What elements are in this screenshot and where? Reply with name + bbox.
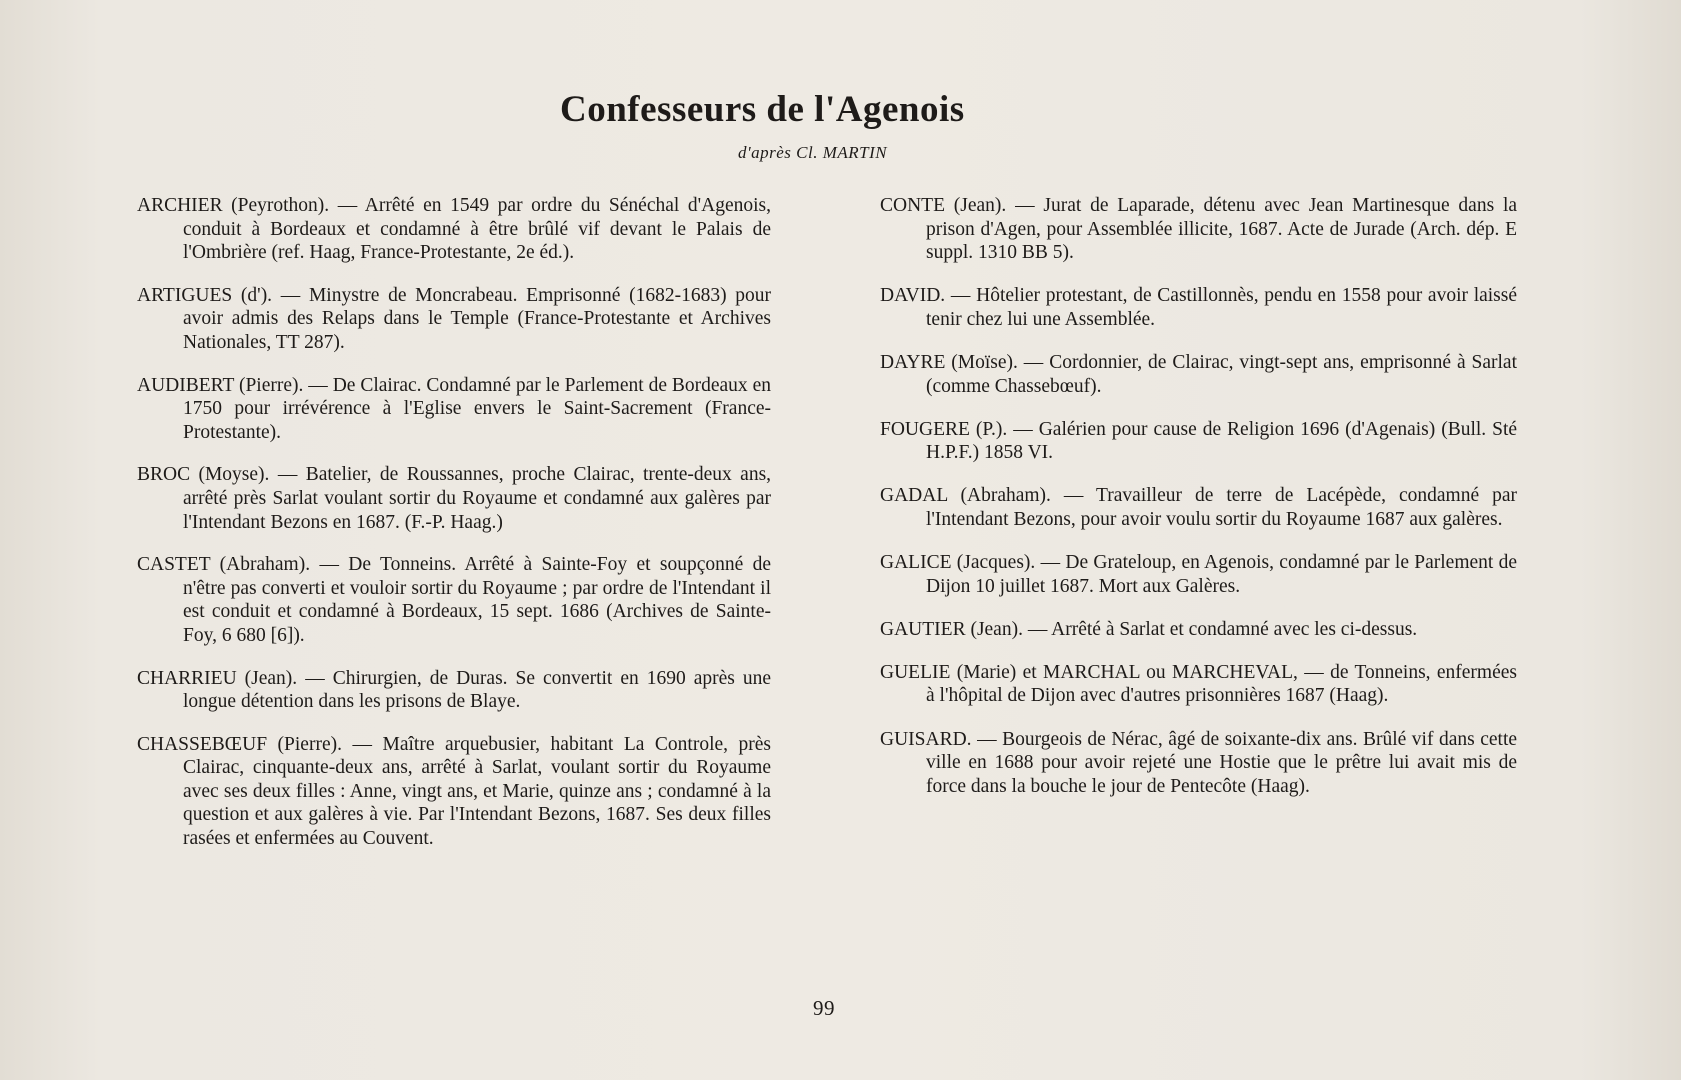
- entry-name: CASTET (Abraham).: [137, 554, 311, 576]
- entry: [880, 284, 1517, 331]
- entry-dash: —: [277, 464, 298, 486]
- entry-name: ARCHIER (Peyrothon).: [137, 195, 330, 216]
- entry-name: BROC (Moyse).: [137, 464, 270, 486]
- entry-name: GUELIE (Marie) et MARCHAL ou MARCHEVAL,: [880, 661, 1298, 683]
- entry: [880, 194, 1517, 265]
- entry-name: DAVID.: [880, 285, 946, 307]
- entry-text: Batelier, de Roussannes, proche Clairac, trente-deux ans, arrêté près Sarlat voulant sortir du Royaume et condamné aux galères par l'Intendant Bezons en 1687. (F.-P. Haag.): [183, 464, 772, 533]
- entry-name: GAUTIER (Jean).: [880, 618, 1023, 640]
- entry-name: CHARRIEU (Jean).: [137, 667, 298, 689]
- entry: [880, 661, 1517, 708]
- entry-name: GALICE (Jacques).: [880, 552, 1036, 574]
- right-column: [880, 194, 1517, 818]
- entry: [137, 733, 771, 851]
- entry-text: De Clairac. Condamné par le Parlement de Bordeaux en 1750 pour irrévérence à l'Eglise envers le Saint-Sacrement (France-Protestante).: [183, 374, 771, 443]
- entry-name: CHASSEBŒUF (Pierre).: [137, 733, 342, 755]
- entry-dash: —: [1304, 661, 1324, 683]
- entry: [880, 418, 1517, 465]
- page-number: 99: [813, 996, 835, 1020]
- subtitle: d'après Cl. MARTIN: [738, 143, 888, 162]
- entry-name: GADAL (Abraham).: [880, 485, 1051, 507]
- entry: [880, 484, 1517, 531]
- entry-dash: —: [1023, 351, 1044, 373]
- entry-dash: —: [950, 285, 971, 307]
- entry-dash: —: [1015, 195, 1035, 216]
- entry-text: Travailleur de terre de Lacépède, condamné par l'Intendant Bezons, pour avoir voulu sortir du Royaume 1687 aux galères.: [926, 485, 1517, 530]
- entry-text: De Grateloup, en Agenois, condamné par le Parlement de Dijon 10 juillet 1687. Mort aux Galères.: [926, 552, 1518, 597]
- entry-text: Minystre de Moncrabeau. Emprisonné (1682-1683) pour avoir admis des Relaps dans le Temple (France-Protestante et Archives Nationales, TT 287).: [183, 284, 772, 353]
- entry-name: DAYRE (Moïse).: [880, 351, 1018, 373]
- entry-text: De Tonneins. Arrêté à Sainte-Foy et soupçonné de n'être pas converti et vouloir sortir du Royaume ; par ordre de l'Intendant il est conduit et condamné à Bordeaux, 15 sept. 1686 (Archives de Sainte-Foy, 6 680 [6]).: [183, 554, 772, 646]
- entry: [137, 667, 771, 714]
- entry-text: Chirurgien, de Duras. Se convertit en 1690 après une longue détention dans les prisons de Blaye.: [183, 667, 772, 713]
- entry-dash: —: [1013, 418, 1033, 440]
- page-title: Confesseurs de l'Agenois: [560, 89, 965, 130]
- entry-name: AUDIBERT (Pierre).: [137, 374, 304, 396]
- entry-text: Cordonnier, de Clairac, vingt-sept ans, emprisonné à Sarlat (comme Chassebœuf).: [926, 351, 1517, 397]
- entry-text: Arrêté à Sarlat et condamné avec les ci-dessus.: [1051, 618, 1418, 640]
- entry-dash: —: [1027, 618, 1048, 640]
- entry-text: Hôtelier protestant, de Castillonnès, pendu en 1558 pour avoir laissé tenir chez lui une Assemblée.: [926, 285, 1518, 330]
- entry-name: ARTIGUES (d').: [137, 284, 273, 306]
- entry-name: GUISARD.: [880, 728, 972, 750]
- entry-dash: —: [352, 733, 372, 755]
- entry-text: Maître arquebusier, habitant La Controle, près Clairac, cinquante-deux ans, arrêté à Sarlat, voulant sortir du Royaume avec ses deux filles : Anne, vingt ans, et Marie, quinze ans ; condamné à la question et aux galères à vie. Par l'Intendant Bezons, 1687. Ses deux filles rasées et enfermées au Couvent.: [183, 733, 772, 850]
- entry-text: de Tonneins, enfermées à l'hôpital de Dijon avec d'autres prisonnières 1687 (Haag).: [926, 661, 1517, 707]
- entry-dash: —: [1040, 552, 1061, 574]
- entry-dash: —: [337, 195, 358, 216]
- entry-text: Arrêté en 1549 par ordre du Sénéchal d'Agenois, conduit à Bordeaux et condamné à être brûlé vif devant le Palais de l'Ombrière (ref. Haag, France-Protestante, 2e éd.).: [183, 195, 771, 264]
- entry: [137, 194, 771, 265]
- entry-text: Bourgeois de Nérac, âgé de soixante-dix ans. Brûlé vif dans cette ville en 1688 pour avoir rejeté une Hostie que le prêtre lui avait mis de force dans la bouche le jour de Pentecôte (Haag).: [926, 728, 1518, 797]
- entry: [880, 551, 1517, 598]
- entry: [880, 728, 1517, 799]
- entry-dash: —: [977, 728, 997, 750]
- entry-name: FOUGERE (P.).: [880, 418, 1008, 440]
- entry: [137, 284, 771, 355]
- entry-dash: —: [280, 284, 301, 306]
- entry-text: Jurat de Laparade, détenu avec Jean Martinesque dans la prison d'Agen, pour Assemblée illicite, 1687. Acte de Jurade (Arch. dép. E suppl. 1310 BB 5).: [926, 195, 1518, 264]
- entry: [880, 351, 1517, 398]
- entry-text: Galérien pour cause de Religion 1696 (d'Agenais) (Bull. Sté H.P.F.) 1858 VI.: [926, 418, 1518, 464]
- entry: [880, 618, 1517, 642]
- entry-dash: —: [305, 667, 325, 689]
- left-column: [137, 194, 771, 870]
- entry-dash: —: [308, 374, 328, 396]
- entry-name: CONTE (Jean).: [880, 195, 1007, 216]
- entry-dash: —: [1063, 485, 1084, 507]
- entry: [137, 463, 771, 534]
- entry: [137, 374, 771, 445]
- entry: [137, 553, 771, 647]
- entry-dash: —: [319, 554, 339, 576]
